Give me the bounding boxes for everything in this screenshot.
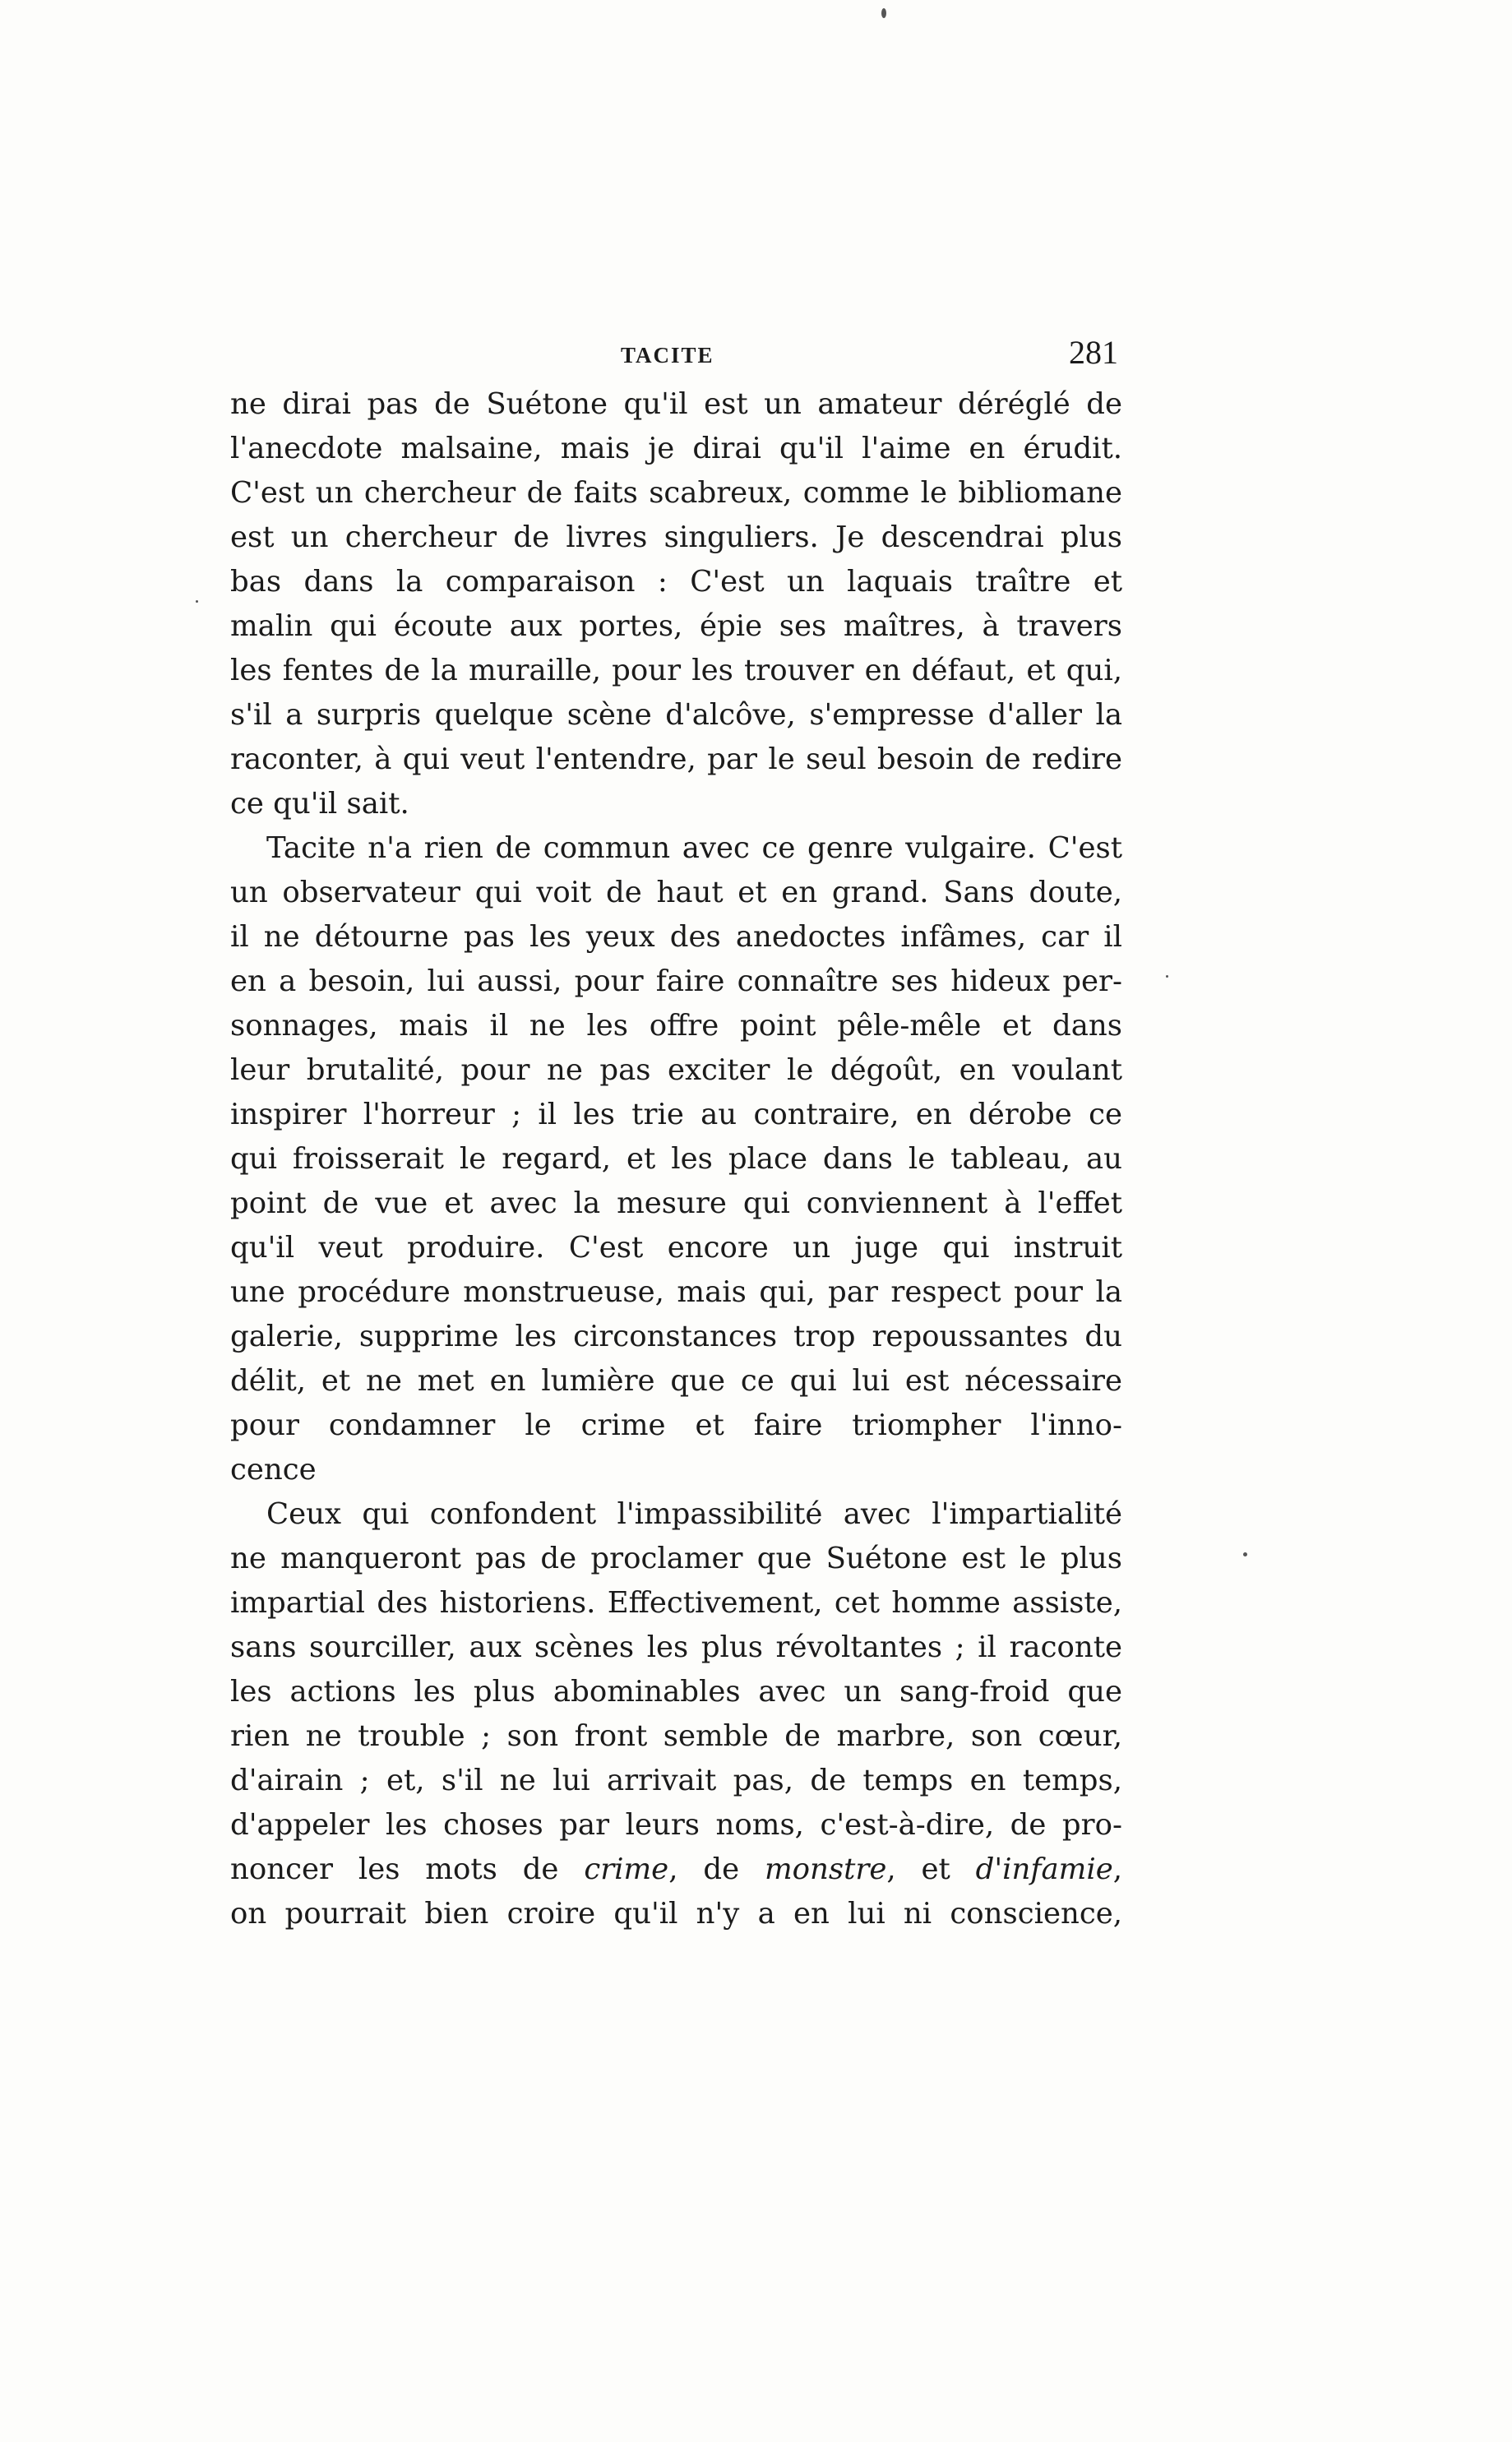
page-number: 281: [1069, 334, 1118, 371]
italic-word: crime: [584, 1852, 669, 1886]
text-line: qu'il veut produire. C'est encore un juge qui instruit: [230, 1231, 1122, 1265]
text-line: un observateur qui voit de haut et en grand. Sans doute,: [230, 876, 1122, 909]
text-line: d'appeler les choses par leurs noms, c'est-à-dire, de pro-: [230, 1808, 1122, 1842]
text-line: on pourrait bien croire qu'il n'y a en lui ni conscience,: [230, 1897, 1122, 1931]
text-run: ,: [1112, 1852, 1122, 1886]
text-line: en a besoin, lui aussi, pour faire connaître ses hideux per-: [230, 964, 1122, 998]
text-line: pour condamner le crime et faire triompher l'inno-: [230, 1408, 1122, 1442]
text-line: ne manqueront pas de proclamer que Suétone est le plus: [230, 1542, 1122, 1575]
text-line: malin qui écoute aux portes, épie ses maîtres, à travers: [230, 609, 1122, 643]
text-line: est un chercheur de livres singuliers. Je descendrai plus: [230, 520, 1122, 554]
text-line: raconter, à qui veut l'entendre, par le seul besoin de redire: [230, 742, 1122, 776]
text-line: les fentes de la muraille, pour les trouver en défaut, et qui,: [230, 654, 1122, 687]
italic-word: d'infamie: [975, 1852, 1113, 1886]
text-line: les actions les plus abominables avec un sang-froid que: [230, 1675, 1122, 1709]
text-line: leur brutalité, pour ne pas exciter le dégoût, en voulant: [230, 1053, 1122, 1087]
text-line: sonnages, mais il ne les offre point pêle-mêle et dans: [230, 1009, 1122, 1043]
body-text: [230, 382, 1122, 1936]
scan-speck: [196, 600, 198, 603]
text-line: délit, et ne met en lumière que ce qui lui est nécessaire: [230, 1364, 1122, 1398]
text-line: inspirer l'horreur ; il les trie au contraire, en dérobe ce: [230, 1098, 1122, 1131]
italic-word: monstre: [764, 1852, 887, 1886]
text-line: galerie, supprime les circonstances trop repoussantes du: [230, 1320, 1122, 1353]
text-line: ne dirai pas de Suétone qu'il est un amateur déréglé de: [230, 387, 1122, 421]
text-run: , et: [886, 1852, 976, 1886]
text-run: , de: [668, 1852, 765, 1886]
text-line: rien ne trouble ; son front semble de marbre, son cœur,: [230, 1719, 1122, 1753]
text-line: cence: [230, 1453, 317, 1487]
text-line: Tacite n'a rien de commun avec ce genre vulgaire. C'est: [266, 831, 1122, 865]
text-line: l'anecdote malsaine, mais je dirai qu'il l'aime en érudit.: [230, 432, 1122, 465]
page-header: [230, 333, 1118, 382]
text-line: sans sourciller, aux scènes les plus révoltantes ; il raconte: [230, 1630, 1122, 1664]
text-line: une procédure monstrueuse, mais qui, par respect pour la: [230, 1275, 1122, 1309]
text-line: point de vue et avec la mesure qui conviennent à l'effet: [230, 1186, 1122, 1220]
text-line: ce qu'il sait.: [230, 787, 409, 821]
scan-speck: [1166, 975, 1168, 978]
text-line: impartial des historiens. Effectivement, cet homme assiste,: [230, 1586, 1122, 1620]
text-line: il ne détourne pas les yeux des anedoctes infâmes, car il: [230, 920, 1122, 954]
scan-speck: [1243, 1552, 1247, 1556]
scan-speck: [881, 8, 886, 18]
text-line: d'airain ; et, s'il ne lui arrivait pas, de temps en temps,: [230, 1764, 1122, 1797]
text-run: noncer les mots de: [230, 1852, 585, 1886]
running-title: TACITE: [621, 343, 714, 368]
text-line: qui froisserait le regard, et les place dans le tableau, au: [230, 1142, 1122, 1176]
text-line: s'il a surpris quelque scène d'alcôve, s'empresse d'aller la: [230, 698, 1122, 732]
text-line: Ceux qui confondent l'impassibilité avec l'impartialité: [266, 1497, 1122, 1531]
text-line-with-italics: [230, 1848, 1122, 1892]
text-line: C'est un chercheur de faits scabreux, comme le bibliomane: [230, 476, 1122, 510]
text-line: bas dans la comparaison : C'est un laquais traître et: [230, 565, 1122, 599]
